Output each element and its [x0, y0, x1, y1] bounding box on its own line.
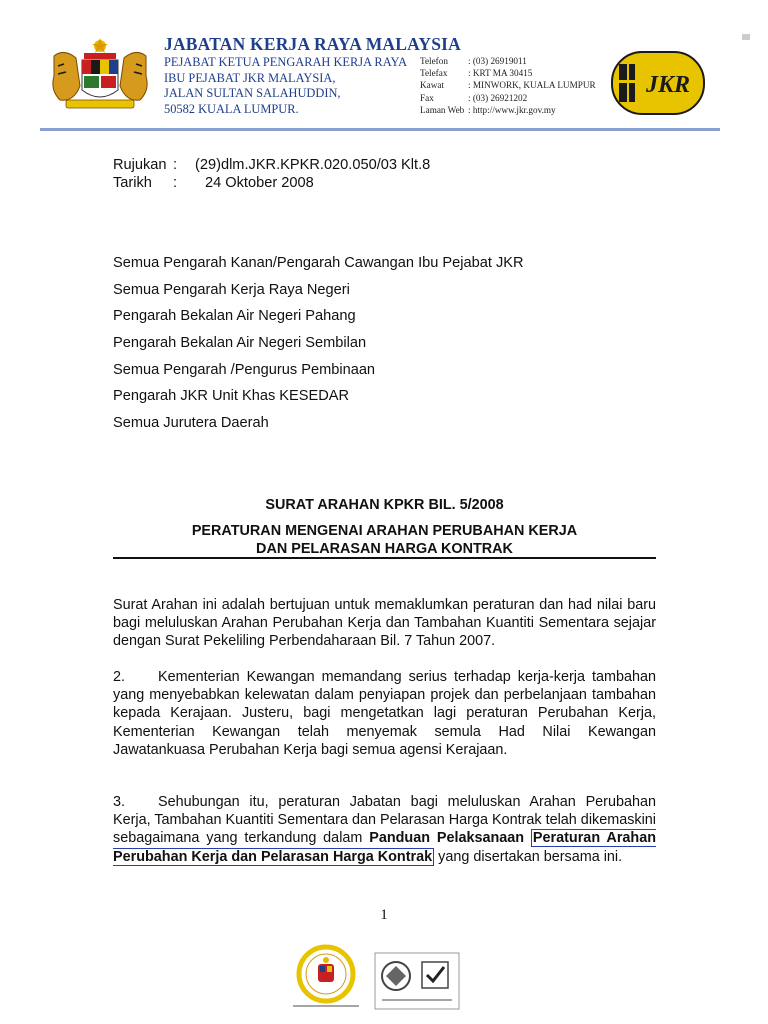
contact-value: : (03) 26919011	[468, 56, 527, 66]
paragraph-number: 2.	[113, 669, 126, 685]
subject-line: PERATURAN MENGENAI ARAHAN PERUBAHAN KERJA	[191, 523, 578, 539]
contact-label: Laman Web	[420, 104, 465, 115]
certification-mark-icon	[374, 952, 460, 1010]
scan-mark	[742, 34, 750, 40]
document-title-link[interactable]: Peraturan Arahan Perubahan Kerja dan Pelarasan Harga Kontrak	[113, 830, 657, 865]
jkr-logo	[610, 50, 706, 116]
organization-name: JABATAN KERJA RAYA MALAYSIA	[164, 34, 461, 54]
address-line: 50582 KUALA LUMPUR.	[164, 101, 299, 116]
contact-row	[420, 92, 596, 104]
contact-label: Kawat	[420, 80, 444, 91]
contact-row	[420, 55, 596, 67]
paragraph-text: Kementerian Kewangan memandang serius terhadap kerja-kerja tambahan yang menyebabkan kelewatan dalam penyiapan projek dan perbelanjaan tambahan kepada Kerajaan. Justeru, bagi mengetatkan lagi peraturan Perubahan Kerja, Kementerian Kewangan telah menyemak semula Had Nilai Kewangan Jawatankuasa Perubahan Kerja bagi semua agensi Kerajaan.	[113, 669, 656, 758]
recipient-item: Semua Pengarah Kanan/Pengarah Cawangan Ibu Pejabat JKR	[113, 255, 524, 271]
body-paragraph-1: Surat Arahan ini adalah bertujuan untuk memaklumkan peraturan dan had nilai baru bagi meluluskan Arahan Perubahan Kerja dan Tambahan Kuantiti Sementara sejajar dengan Surat Pekeliling Perbendaharaan Bil. 7 Tahun 2007.	[113, 597, 656, 650]
contact-value[interactable]: : http://www.jkr.gov.my	[468, 104, 556, 115]
contact-label: Telefon	[420, 56, 448, 66]
reference-block	[113, 156, 430, 192]
rujukan-label: Rujukan	[113, 157, 167, 173]
contact-value: : KRT MA 30415	[468, 68, 533, 79]
recipient-item: Pengarah JKR Unit Khas KESEDAR	[113, 388, 350, 405]
paragraph-text: Sehubungan itu, peraturan Jabatan bagi meluluskan Arahan Perubahan Kerja, Tambahan Kuantiti Sementara dan Pelarasan Harga Kontrak telah dikemaskini sebagaimana yang terkandung dalam	[113, 794, 656, 847]
quality-seal-icon	[285, 940, 367, 1010]
header-divider	[40, 128, 720, 131]
title-underline	[113, 557, 656, 559]
address-line: IBU PEJABAT JKR MALAYSIA,	[164, 70, 336, 85]
subject-line: DAN PELARASAN HARGA KONTRAK	[256, 541, 513, 557]
contact-details	[420, 55, 596, 116]
recipient-item: Semua Pengarah /Pengurus Pembinaan	[113, 361, 376, 378]
tarikh-label: Tarikh	[113, 175, 152, 191]
address-line: JALAN SULTAN SALAHUDDIN,	[164, 86, 341, 101]
body-paragraph-3	[113, 793, 656, 866]
body-paragraph-2	[113, 668, 656, 759]
title-line: SURAT ARAHAN KPKR BIL. 5/2008	[265, 497, 504, 513]
coat-of-arms-icon	[44, 36, 156, 112]
recipient-item: Semua Pengarah Kerja Raya Negeri	[113, 281, 350, 298]
letterhead-address	[164, 55, 407, 117]
date-row	[113, 174, 430, 192]
contact-row	[420, 104, 596, 116]
contact-value: : (03) 26921202	[468, 92, 528, 103]
contact-row	[420, 79, 596, 91]
reference-row	[113, 156, 430, 174]
recipient-item: Semua Jurutera Daerah	[113, 415, 269, 432]
separator: :	[173, 157, 178, 173]
contact-label: Telefax	[420, 68, 448, 79]
letter-title	[113, 496, 656, 558]
recipient-item: Pengarah Bekalan Air Negeri Pahang	[113, 308, 356, 325]
tarikh-value: 24 Oktober 2008	[205, 175, 314, 191]
separator: :	[173, 175, 178, 191]
contact-value: : MINWORK, KUALA LUMPUR	[468, 80, 596, 91]
contact-row	[420, 67, 596, 79]
rujukan-value: (29)dlm.JKR.KPKR.020.050/03 Klt.8	[195, 157, 431, 173]
recipient-list	[113, 254, 524, 441]
contact-label: Fax	[420, 92, 434, 103]
page-number: 1	[380, 907, 388, 923]
paragraph-text: yang disertakan bersama ini.	[434, 848, 623, 865]
jkr-logo-text: JKR	[645, 72, 691, 98]
paragraph-number: 3.	[113, 794, 126, 810]
document-title-bold: Panduan Pelaksanaan	[369, 830, 525, 847]
recipient-item: Pengarah Bekalan Air Negeri Sembilan	[113, 335, 367, 352]
address-line: PEJABAT KETUA PENGARAH KERJA RAYA	[164, 55, 408, 69]
